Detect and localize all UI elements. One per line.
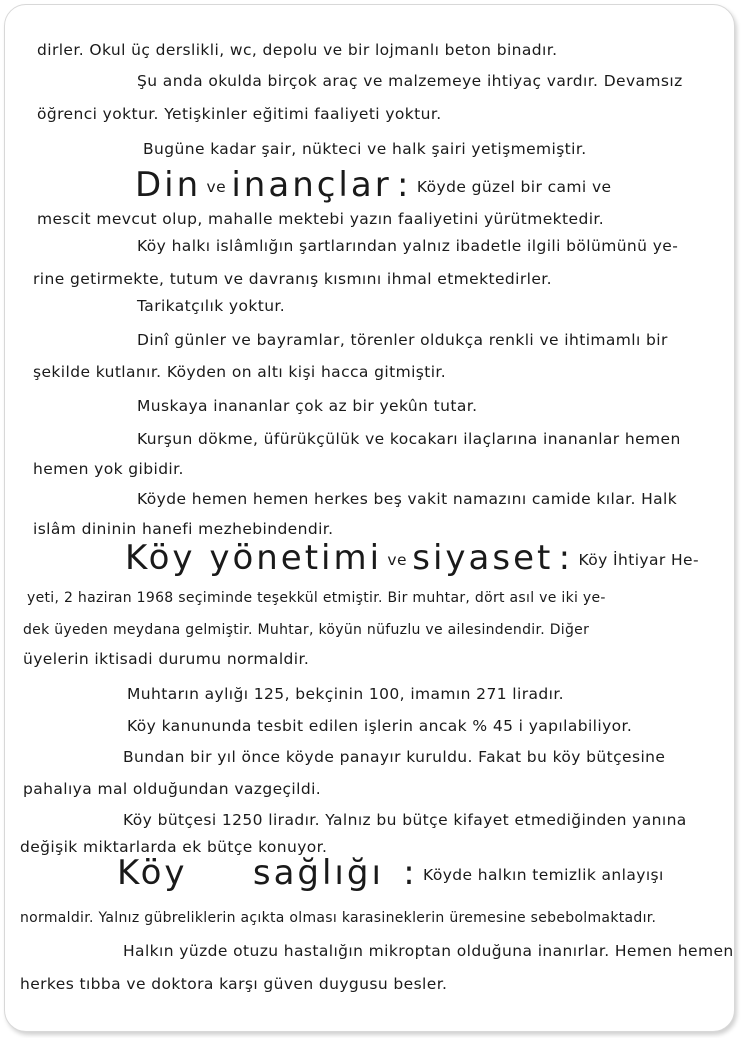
section-heading: inançlar: [231, 165, 392, 205]
section-heading: Din: [135, 165, 202, 205]
heading-colon: :: [558, 538, 574, 578]
section-text: Köyde halkın temizlik anlayışı: [423, 866, 664, 884]
section-text: Köy İhtiyar He-: [578, 551, 699, 569]
document-page: [4, 4, 735, 1032]
text-line: değişik miktarlarda ek bütçe konuyor.: [20, 838, 328, 856]
text-line: Şu anda okulda birçok araç ve malzemeye ihtiyaç vardır. Devamsız: [137, 72, 683, 90]
section-heading: sağlığı: [252, 853, 384, 893]
text-line: Muhtarın aylığı 125, bekçinin 100, imamın 271 liradır.: [127, 685, 564, 703]
text-line: dek üyeden meydana gelmiştir. Muhtar, köyün nüfuzlu ve ailesindendir. Diğer: [23, 622, 590, 638]
text-line: üyelerin iktisadi durumu normaldir.: [23, 650, 310, 668]
text-line: Tarikatçılık yoktur.: [137, 297, 286, 315]
text-line: mescit mevcut olup, mahalle mektebi yazın faaliyetini yürütmektedir.: [37, 210, 605, 228]
section-heading: siyaset: [412, 538, 554, 578]
text-line: Köy halkı islâmlığın şartlarından yalnız ibadetle ilgili bölümünü ye-: [137, 237, 679, 255]
section-heading-line: [125, 538, 699, 578]
text-line: Köy bütçesi 1250 liradır. Yalnız bu bütçe kifayet etmediğinden yanına: [123, 811, 687, 829]
heading-colon: :: [403, 853, 418, 893]
text-line: herkes tıbba ve doktora karşı güven duygusu besler.: [20, 975, 448, 993]
section-text: Köyde güzel bir cami ve: [416, 178, 612, 196]
text-line: Halkın yüzde otuzu hastalığın mikroptan olduğuna inanırlar. Hemen hemen: [123, 942, 734, 960]
text-line: yeti, 2 haziran 1968 seçiminde teşekkül etmiştir. Bir muhtar, dört asıl ve iki ye-: [27, 590, 606, 606]
text-line: Bugüne kadar şair, nükteci ve halk şairi yetişmemiştir.: [143, 140, 587, 158]
text-line: Köy kanununda tesbit edilen işlerin ancak % 45 i yapılabiliyor.: [127, 717, 633, 735]
text-line: Dinî günler ve bayramlar, törenler oldukça renkli ve ihtimamlı bir: [137, 331, 668, 349]
section-heading-line: [117, 853, 664, 893]
section-heading-line: [135, 165, 611, 205]
text-line: pahalıya mal olduğundan vazgeçildi.: [23, 780, 322, 798]
section-heading: Köy: [117, 853, 188, 893]
text-line: islâm dininin hanefi mezhebindendir.: [33, 520, 334, 538]
text-line: Muskaya inananlar çok az bir yekûn tutar.: [137, 397, 478, 415]
text-line: rine getirmekte, tutum ve davranış kısmını ihmal etmektedirler.: [33, 270, 552, 288]
section-heading-conjunction: ve: [387, 551, 407, 569]
section-heading: Köy yönetimi: [125, 538, 383, 578]
text-line: öğrenci yoktur. Yetişkinler eğitimi faaliyeti yoktur.: [37, 105, 442, 123]
text-line: şekilde kutlanır. Köyden on altı kişi hacca gitmiştir.: [33, 363, 447, 381]
text-line: normaldir. Yalnız gübreliklerin açıkta olması karasineklerin üremesine sebebolmaktadır.: [20, 910, 657, 926]
section-heading-conjunction: ve: [206, 178, 227, 196]
text-line: dirler. Okul üç derslikli, wc, depolu ve bir lojmanlı beton binadır.: [37, 41, 558, 59]
text-line: Köyde hemen hemen herkes beş vakit namazını camide kılar. Halk: [137, 490, 678, 508]
text-line: hemen yok gibidir.: [33, 460, 184, 478]
heading-colon: :: [397, 165, 412, 205]
text-line: Kurşun dökme, üfürükçülük ve kocakarı ilaçlarına inananlar hemen: [137, 430, 681, 448]
text-line: Bundan bir yıl önce köyde panayır kuruldu. Fakat bu köy bütçesine: [123, 748, 666, 766]
